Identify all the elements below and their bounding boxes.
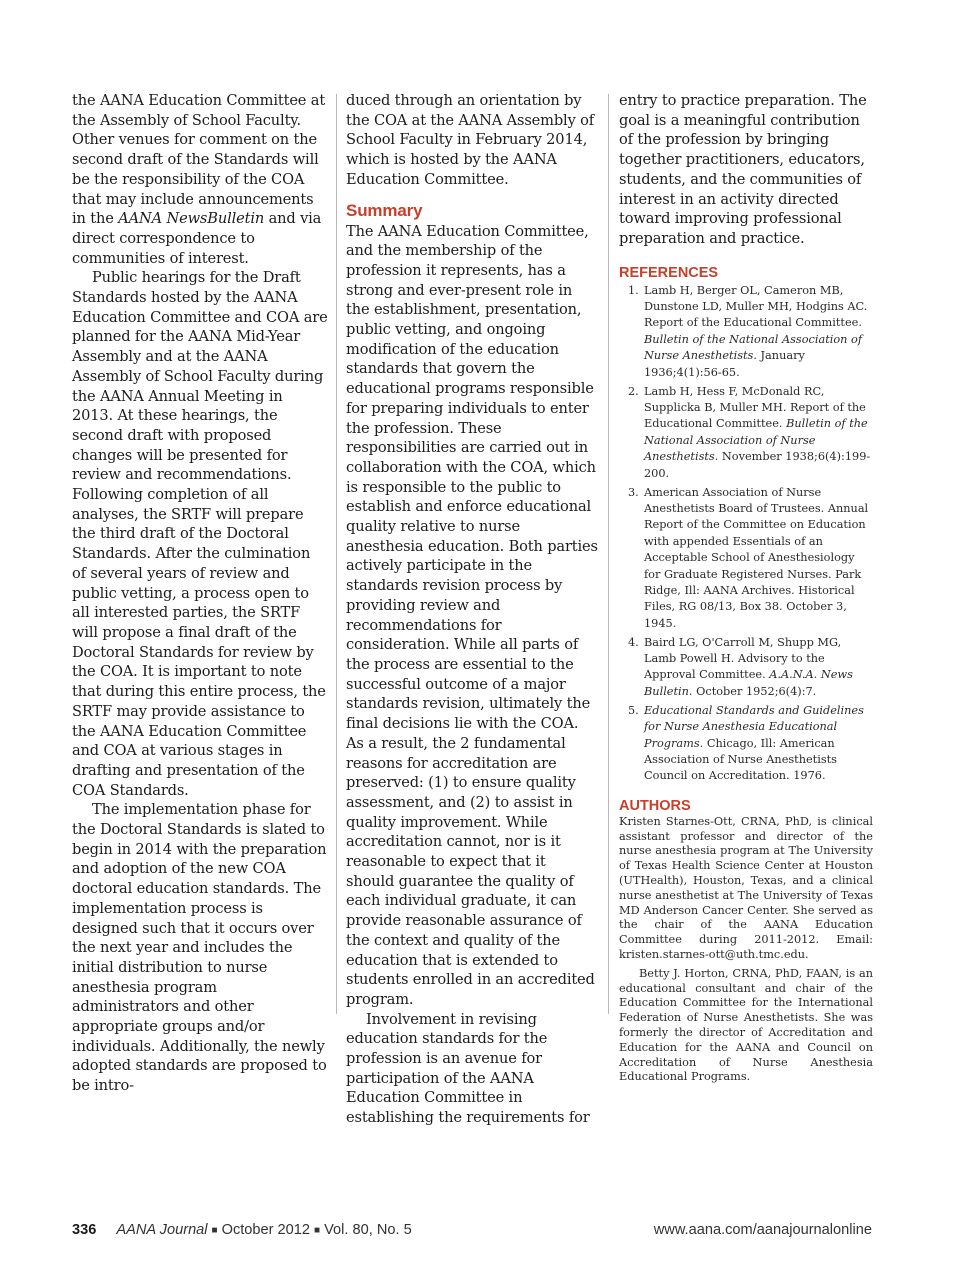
col2-paragraph-3: Involvement in revising education standards for the profession is an avenue for participation of the AANA Education Committee in establishing the requirements for bbox=[346, 1010, 590, 1127]
journal-name: AANA Journal bbox=[116, 1222, 208, 1238]
col1-paragraph-1: the AANA Education Committee at the Assembly of School Faculty. Other venues for comment on the second draft of the Standards will be the responsibility of the COA that may include announcements in the AANA NewsBulletin and via direct correspondence to communities of interest. bbox=[72, 92, 326, 267]
col1-paragraph-3: The implementation phase for the Doctoral Standards is slated to begin in 2014 with the preparation and adoption of the new COA doctoral education standards. The implementation process is designed such that it occurs over the next year and includes the initial distribution to nurse anesthesia program administrators and other appropriate groups and/or individuals. Additionally, the newly adopted standards are proposed to be intro- bbox=[72, 801, 327, 1095]
reference-item: 5. Educational Standards and Guidelines for Nurse Anesthesia Educational Programs. Chicago, Ill: American Association of Nurse Anesthetists Council on Accreditation. 1976. bbox=[628, 703, 864, 783]
author-bio-1: Kristen Starnes-Ott, CRNA, PhD, is clinical assistant professor and director of the nurse anesthesia program at The University of Texas Health Science Center at Houston (UTHealth), Houston, Texas, and a clinical nurse anesthetist at The University of Texas MD Anderson Cancer Center. She served as the chair of the AANA Education Committee during 2011-2012. Email: kristen.starnes-ott@uth.tmc.edu. bbox=[619, 814, 873, 961]
author-bio-2: Betty J. Horton, CRNA, PhD, FAAN, is an educational consultant and chair of the Education Committee for the International Federation of Nurse Anesthetists. She was formerly the director of Accreditation and Education for the AANA and Council on Accreditation of Nurse Anesthesia Educational Programs. bbox=[619, 966, 873, 1084]
page-footer bbox=[72, 1222, 872, 1242]
separator-square-icon: ■ bbox=[211, 1225, 218, 1236]
newsbulletin-title: AANA NewsBulletin bbox=[118, 210, 265, 228]
reference-item: 1. Lamb H, Berger OL, Cameron MB, Dunstone LD, Muller MH, Hodgins AC. Report of the Educational Committee. Bulletin of the National Association of Nurse Anesthetists. January 1936;4(1):56-65. bbox=[628, 283, 868, 379]
journal-citation bbox=[116, 1222, 411, 1238]
col2-paragraph-1: duced through an orientation by the COA at the AANA Assembly of School Faculty in February 2014, which is hosted by the AANA Education Committee. bbox=[346, 92, 595, 188]
authors-heading: AUTHORS bbox=[619, 797, 691, 814]
references-heading: REFERENCES bbox=[619, 264, 719, 281]
column-2 bbox=[346, 91, 598, 1128]
separator-square-icon: ■ bbox=[314, 1225, 321, 1236]
reference-item: 3. American Association of Nurse Anesthetists Board of Trustees. Annual Report of the Committee on Education with appended Essentials of an Acceptable School of Anesthesiology for Graduate Registered Nurses. Park Ridge, Ill: AANA Archives. Historical Files, RG 08/13, Box 38. October 3, 1945. bbox=[628, 485, 869, 630]
col1-paragraph-2: Public hearings for the Draft Standards hosted by the AANA Education Committee and COA are planned for the AANA Mid-Year Assembly and at the AANA Assembly of School Faculty during the AANA Annual Meeting in 2013. At these hearings, the second draft with proposed changes will be presented for review and recommendations. Following completion of all analyses, the SRTF will prepare the third draft of the Doctoral Standards. After the culmination of several years of review and public vetting, a process open to all interested parties, the SRTF will propose a final draft of the Doctoral Standards for review by the COA. It is important to note that during this entire process, the SRTF may provide assistance to the AANA Education Committee and COA at various stages in drafting and presentation of the COA Standards. bbox=[72, 269, 328, 799]
volume-info: Vol. 80, No. 5 bbox=[324, 1222, 412, 1238]
column-1 bbox=[72, 91, 328, 1096]
column-3 bbox=[619, 91, 873, 1085]
col2-paragraph-2: The AANA Education Committee, and the membership of the profession it represents, has a strong and ever-present role in the establishment, presentation, public vetting, and ongoing modification of the education standards that govern the educational programs responsible for preparing individuals to enter the profession. These responsibilities are carried out in collaboration with the COA, which is responsible to the public to establish and enforce educational quality relative to nurse anesthesia education. Both parties actively participate in the standards revision process by providing review and recommendations for consideration. While all parts of the process are essential to the successful outcome of a major standards revision, ultimately the final decisions lie with the COA. As a result, the 2 fundamental reasons for accreditation are preserved: (1) to ensure quality assessment, and (2) to assist in quality improvement. While accreditation cannot, nor is it reasonable to expect that it should guarantee the quality of each individual graduate, it can provide reasonable assurance of the context and quality of the education that is extended to students enrolled in an accredited program. bbox=[346, 222, 598, 1008]
column-divider-2 bbox=[608, 94, 609, 1014]
authors-section bbox=[619, 815, 873, 1085]
issue-date: October 2012 bbox=[221, 1222, 311, 1238]
journal-url: www.aana.com/aanajournalonline bbox=[653, 1222, 872, 1238]
col3-paragraph-1: entry to practice preparation. The goal is a meaningful contribution of the profession by bringing together practitioners, educators, students, and the communities of interest in an activity directed toward improving professional preparation and practice. bbox=[619, 92, 867, 247]
reference-item: 4. Baird LG, O'Carroll M, Shupp MG, Lamb Powell H. Advisory to the Approval Committee. A.A.N.A. News Bulletin. October 1952;6(4):7. bbox=[628, 635, 853, 698]
references-list bbox=[619, 283, 873, 785]
summary-heading: Summary bbox=[346, 200, 423, 220]
reference-item: 2. Lamb H, Hess F, McDonald RC, Supplicka B, Muller MH. Report of the Educational Committee. Bulletin of the National Association of Nurse Anesthetists. November 1938;6(4):199-200. bbox=[628, 384, 871, 480]
column-divider-1 bbox=[336, 94, 337, 1014]
page-number: 336 bbox=[72, 1222, 97, 1238]
